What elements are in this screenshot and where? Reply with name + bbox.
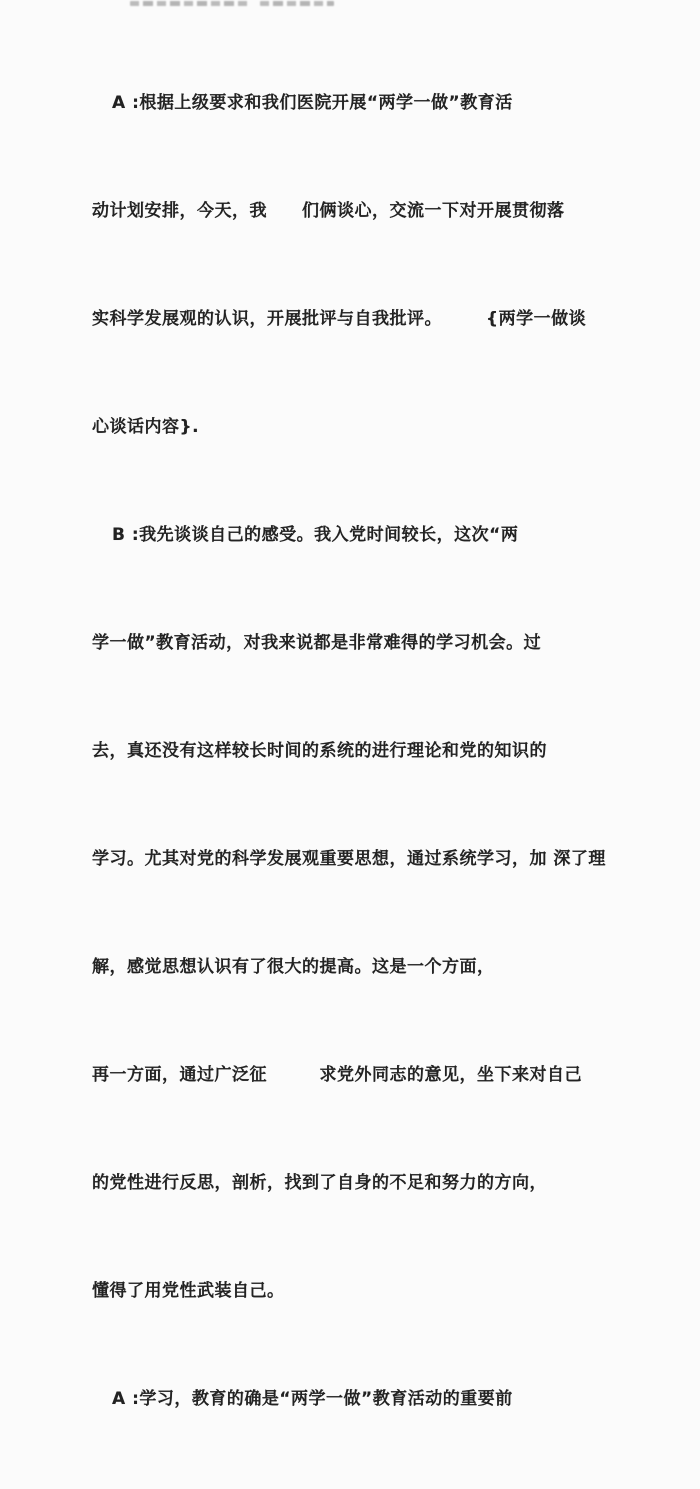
text-line: 学一做”教育活动，对我来说都是非常难得的学习机会。过 <box>92 633 542 653</box>
clipped-text-fragment <box>260 1 334 6</box>
text-line: 解，感觉思想认识有了很大的提高。这是一个方面， <box>92 957 495 977</box>
clipped-text-fragment <box>130 1 248 6</box>
text-line: 动计划安排，今天，我 们俩谈心，交流一下对开展贯彻落 <box>92 201 565 221</box>
text-line: 学习。尤其对党的科学发展观重要思想，通过系统学习，加 深了理 <box>92 849 606 869</box>
text-line: 实科学发展观的认识，开展批评与自我批评。 {两学一做谈 <box>92 309 587 329</box>
text-line: 心谈话内容}. <box>92 417 200 437</box>
text-line: 再一方面，通过广泛征 求党外同志的意见，坐下来对自己 <box>92 1065 582 1085</box>
document-text <box>0 13 700 1489</box>
text-line: 的党性进行反思，剖析，找到了自身的不足和努力的方向， <box>92 1173 547 1193</box>
text-line: 懂得了用党性武装自己。 <box>92 1281 285 1301</box>
text-line-speaker-b: B :我先谈谈自己的感受。我入党时间较长，这次“两 <box>112 525 519 545</box>
text-line-speaker-a: A :根据上级要求和我们医院开展“两学一做”教育活 <box>112 93 513 113</box>
text-line: 去，真还没有这样较长时间的系统的进行理论和党的知识的 <box>92 741 547 761</box>
clipped-top-text-remnant <box>0 0 700 8</box>
text-line-speaker-a-clipped: A :学习，教育的确是“两学一做”教育活动的重要前 <box>112 1389 513 1409</box>
